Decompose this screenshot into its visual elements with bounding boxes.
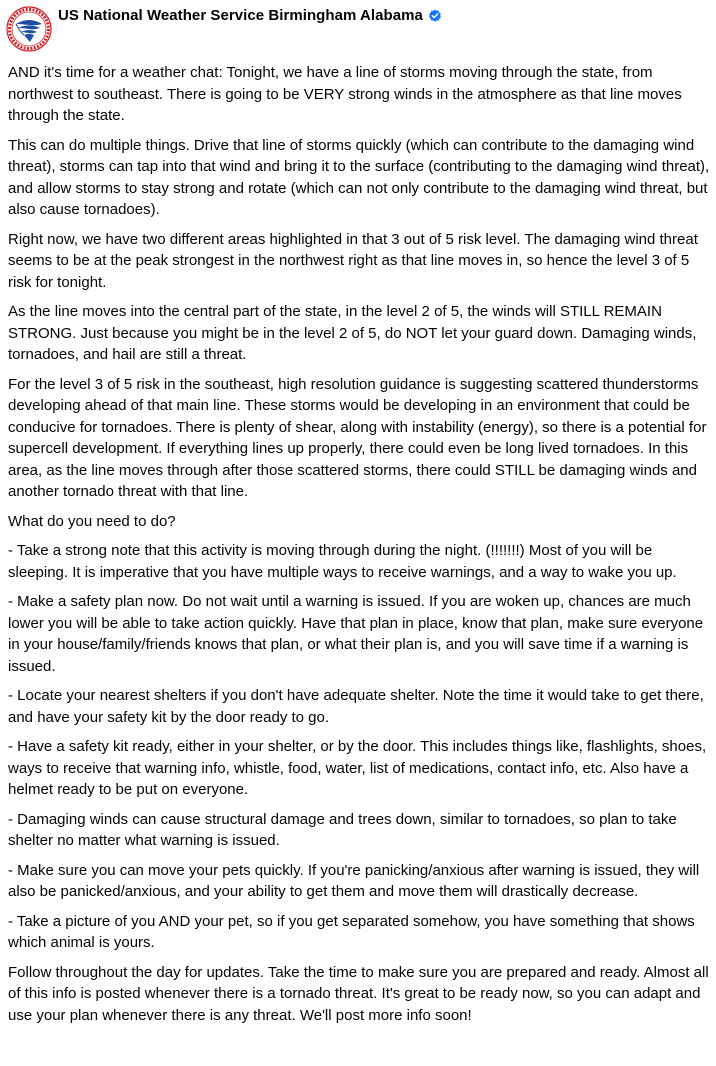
post-body: [8, 62, 710, 1026]
nws-logo-icon[interactable]: [6, 6, 52, 52]
post-paragraph: For the level 3 of 5 risk in the southeast, high resolution guidance is suggesting scattered thunderstorms developing ahead of that main line. These storms would be developing in an environment that could be conducive for tornadoes. There is plenty of shear, along with instability (energy), so there is a potential for supercell development. If everything lines up properly, there could even be long lived tornadoes. In this area, as the line moves through after those scattered storms, there could STILL be damaging winds and another tornado threat with that line.: [8, 375, 707, 500]
verified-badge-icon: [428, 9, 442, 23]
post-paragraph: AND it's time for a weather chat: Tonight, we have a line of storms moving through the state, from northwest to southeast. There is going to be VERY strong winds in the atmosphere as that line moves through the state.: [8, 64, 682, 124]
post-paragraph: - Take a strong note that this activity is moving through during the night. (!!!!!!!) Most of you will be sleeping. It is imperative that you have multiple ways to receive warnings, and a way to wake you up.: [8, 542, 677, 581]
post-paragraph: - Make sure you can move your pets quickly. If you're panicking/anxious after warning is issued, they will also be panicked/anxious, and your ability to get them and move them will drastically decrease.: [8, 861, 700, 900]
post-paragraph: - Take a picture of you AND your pet, so if you get separated somehow, you have something that shows which animal is yours.: [8, 912, 695, 951]
post-paragraph: - Have a safety kit ready, either in your shelter, or by the door. This includes things like, flashlights, shoes, ways to receive that warning info, whistle, food, water, list of medications, contact info, etc. Also have a helmet ready to be put on everyone.: [8, 738, 707, 798]
post-paragraph: As the line moves into the central part of the state, in the level 2 of 5, the winds will STILL REMAIN STRONG. Just because you might be in the level 2 of 5, do NOT let your guard down. Damaging winds, tornadoes, and hail are still a threat.: [8, 303, 697, 363]
post-paragraph: This can do multiple things. Drive that line of storms quickly (which can contribute to the damaging wind threat), storms can tap into that wind and bring it to the surface (contributing to the damaging wind threat), and allow storms to stay strong and rotate (which can not only contribute to the damaging wind threat, but also cause tornadoes).: [8, 136, 710, 218]
post-paragraph: Follow throughout the day for updates. Take the time to make sure you are prepared and ready. Almost all of this info is posted whenever there is a tornado threat. It's great to be ready now, so you can adapt and use your plan whenever there is any threat. We'll post more info soon!: [8, 963, 709, 1024]
post-paragraph: Right now, we have two different areas highlighted in that 3 out of 5 risk level. The damaging wind threat seems to be at the peak strongest in the northwest right as that line moves in, so hence the level 3 of 5 risk for tonight.: [8, 230, 698, 291]
author-name[interactable]: US National Weather Service Birmingham Alabama: [58, 7, 423, 24]
post-header: [8, 4, 710, 58]
post-paragraph: - Locate your nearest shelters if you don't have adequate shelter. Note the time it would take to get there, and have your safety kit by the door ready to go.: [8, 687, 704, 726]
post-paragraph: What do you need to do?: [8, 512, 176, 530]
post-paragraph: - Make a safety plan now. Do not wait until a warning is issued. If you are woken up, chances are much lower you will be able to take action quickly. Have that plan in place, know that plan, make sure everyone in your house/family/friends knows that plan, or what their plan is, and you will save time if a warning is issued.: [8, 593, 704, 675]
post-paragraph: - Damaging winds can cause structural damage and trees down, similar to tornadoes, so plan to take shelter no matter what warning is issued.: [8, 810, 677, 849]
author-line: [58, 7, 442, 24]
